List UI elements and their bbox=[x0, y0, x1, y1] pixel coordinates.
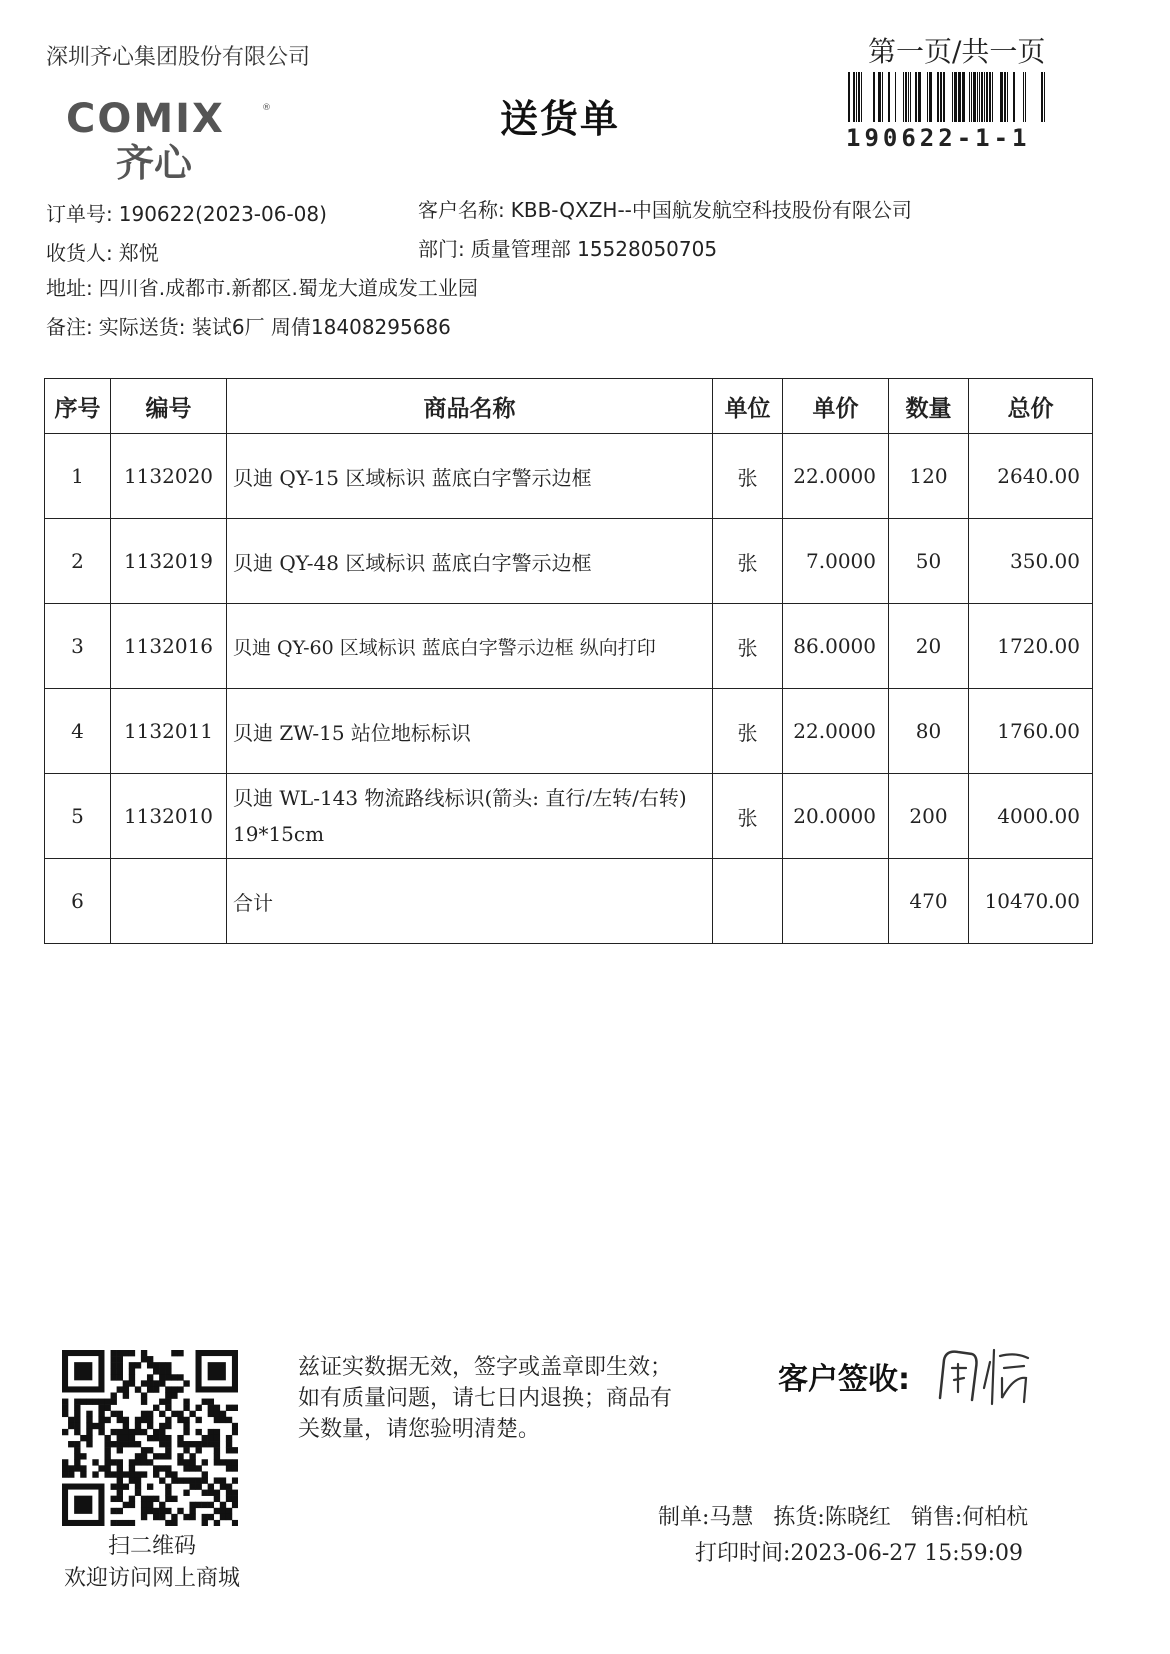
column-header-unit: 单位 bbox=[713, 379, 783, 434]
cell-quantity: 120 bbox=[889, 434, 969, 519]
barcode-graphic bbox=[846, 72, 1048, 122]
table-header-row bbox=[45, 379, 1093, 434]
print-time: 打印时间:2023-06-27 15:59:09 bbox=[695, 1541, 1024, 1566]
qr-caption bbox=[52, 1531, 252, 1595]
cell-unit: 张 bbox=[713, 604, 783, 689]
cell-seq: 2 bbox=[45, 519, 111, 604]
cell-price-empty bbox=[783, 859, 889, 944]
column-header-product-name: 商品名称 bbox=[227, 379, 713, 434]
barcode bbox=[846, 72, 1048, 122]
document-title: 送货单 bbox=[500, 97, 621, 141]
order-number-label: 订单号: bbox=[46, 202, 113, 226]
handwritten-signature bbox=[932, 1338, 1042, 1410]
comix-logo-graphic bbox=[66, 96, 286, 186]
cell-product-name: 贝迪 QY-15 区域标识 蓝底白字警示边框 bbox=[227, 434, 713, 519]
svg-text:®: ® bbox=[262, 103, 271, 113]
svg-text:COMIX: COMIX bbox=[66, 96, 225, 142]
cell-unit-empty bbox=[713, 859, 783, 944]
table-row bbox=[45, 519, 1093, 604]
column-header-total: 总价 bbox=[969, 379, 1093, 434]
cell-code: 1132016 bbox=[111, 604, 227, 689]
company-name: 深圳齐心集团股份有限公司 bbox=[46, 45, 311, 70]
cell-unit: 张 bbox=[713, 774, 783, 859]
comix-logo bbox=[66, 96, 286, 186]
signature-graphic bbox=[932, 1338, 1042, 1410]
remark-value: 实际送货: 装试6厂 周倩18408295686 bbox=[98, 315, 451, 339]
cell-product-name: 贝迪 WL-143 物流路线标识(箭头: 直行/左转/右转) 19*15cm bbox=[227, 774, 713, 859]
table-row bbox=[45, 604, 1093, 689]
cell-seq: 1 bbox=[45, 434, 111, 519]
cell-quantity: 50 bbox=[889, 519, 969, 604]
svg-text:齐心: 齐心 bbox=[116, 141, 193, 185]
cell-quantity: 20 bbox=[889, 604, 969, 689]
customer-signature-label: 客户签收: bbox=[778, 1362, 910, 1397]
address-field bbox=[46, 272, 478, 301]
qr-caption-line1: 扫二维码 bbox=[107, 1534, 196, 1559]
customer-field bbox=[418, 194, 912, 223]
cell-unit-price: 7.0000 bbox=[783, 519, 889, 604]
address-value: 四川省.成都市.新都区.蜀龙大道成发工业园 bbox=[98, 276, 478, 300]
footer-staff-line bbox=[658, 1500, 1048, 1531]
qr-caption-line2: 欢迎访问网上商城 bbox=[63, 1566, 240, 1591]
disclaimer-text: 兹证实数据无效，签字或盖章即生效；如有质量问题，请七日内退换；商品有关数量，请您验明清楚。 bbox=[298, 1355, 673, 1442]
receiver-label: 收货人: bbox=[46, 241, 113, 265]
maker-text: 制单:马慧 bbox=[658, 1505, 754, 1530]
cell-unit: 张 bbox=[713, 434, 783, 519]
qr-code[interactable] bbox=[62, 1350, 238, 1526]
cell-total-label: 合计 bbox=[227, 859, 713, 944]
remark-label: 备注: bbox=[46, 315, 93, 339]
receiver-value: 郑悦 bbox=[118, 241, 159, 265]
customer-value: KBB-QXZH--中国航发航空科技股份有限公司 bbox=[510, 198, 912, 222]
column-header-quantity: 数量 bbox=[889, 379, 969, 434]
cell-code-empty bbox=[111, 859, 227, 944]
table-total-row bbox=[45, 859, 1093, 944]
remark-field bbox=[46, 311, 451, 340]
cell-unit: 张 bbox=[713, 689, 783, 774]
cell-unit-price: 20.0000 bbox=[783, 774, 889, 859]
items-table bbox=[44, 378, 1093, 944]
table-row bbox=[45, 774, 1093, 859]
column-header-seq: 序号 bbox=[45, 379, 111, 434]
customer-label: 客户名称: bbox=[418, 198, 505, 222]
cell-code: 1132010 bbox=[111, 774, 227, 859]
cell-product-name: 贝迪 ZW-15 站位地标标识 bbox=[227, 689, 713, 774]
cell-total: 2640.00 bbox=[969, 434, 1093, 519]
cell-unit: 张 bbox=[713, 519, 783, 604]
column-header-unit-price: 单价 bbox=[783, 379, 889, 434]
cell-total: 350.00 bbox=[969, 519, 1093, 604]
cell-total: 1760.00 bbox=[969, 689, 1093, 774]
cell-code: 1132019 bbox=[111, 519, 227, 604]
order-number-value: 190622(2023-06-08) bbox=[118, 202, 327, 226]
cell-seq: 4 bbox=[45, 689, 111, 774]
page-indicator: 第一页/共一页 bbox=[868, 35, 1046, 68]
department-field bbox=[418, 233, 717, 262]
cell-seq: 3 bbox=[45, 604, 111, 689]
cell-unit-price: 22.0000 bbox=[783, 689, 889, 774]
cell-product-name: 贝迪 QY-60 区域标识 蓝底白字警示边框 纵向打印 bbox=[227, 604, 713, 689]
order-number-field bbox=[46, 198, 327, 227]
cell-total: 4000.00 bbox=[969, 774, 1093, 859]
cell-seq: 5 bbox=[45, 774, 111, 859]
cell-product-name: 贝迪 QY-48 区域标识 蓝底白字警示边框 bbox=[227, 519, 713, 604]
cell-total-quantity: 470 bbox=[889, 859, 969, 944]
address-label: 地址: bbox=[46, 276, 93, 300]
cell-quantity: 200 bbox=[889, 774, 969, 859]
cell-total: 1720.00 bbox=[969, 604, 1093, 689]
department-value: 质量管理部 15528050705 bbox=[470, 237, 718, 261]
cell-grand-total: 10470.00 bbox=[969, 859, 1093, 944]
table-row bbox=[45, 434, 1093, 519]
receiver-field bbox=[46, 237, 159, 266]
column-header-code: 编号 bbox=[111, 379, 227, 434]
cell-quantity: 80 bbox=[889, 689, 969, 774]
cell-unit-price: 22.0000 bbox=[783, 434, 889, 519]
cell-code: 1132011 bbox=[111, 689, 227, 774]
barcode-number: 190622-1-1 bbox=[846, 124, 1031, 152]
cell-seq: 6 bbox=[45, 859, 111, 944]
qr-code-graphic bbox=[62, 1350, 238, 1526]
department-label: 部门: bbox=[418, 237, 465, 261]
table-row bbox=[45, 689, 1093, 774]
picker-text: 拣货:陈晓红 bbox=[773, 1505, 891, 1530]
sales-text: 销售:何柏杭 bbox=[910, 1505, 1029, 1530]
cell-unit-price: 86.0000 bbox=[783, 604, 889, 689]
cell-code: 1132020 bbox=[111, 434, 227, 519]
